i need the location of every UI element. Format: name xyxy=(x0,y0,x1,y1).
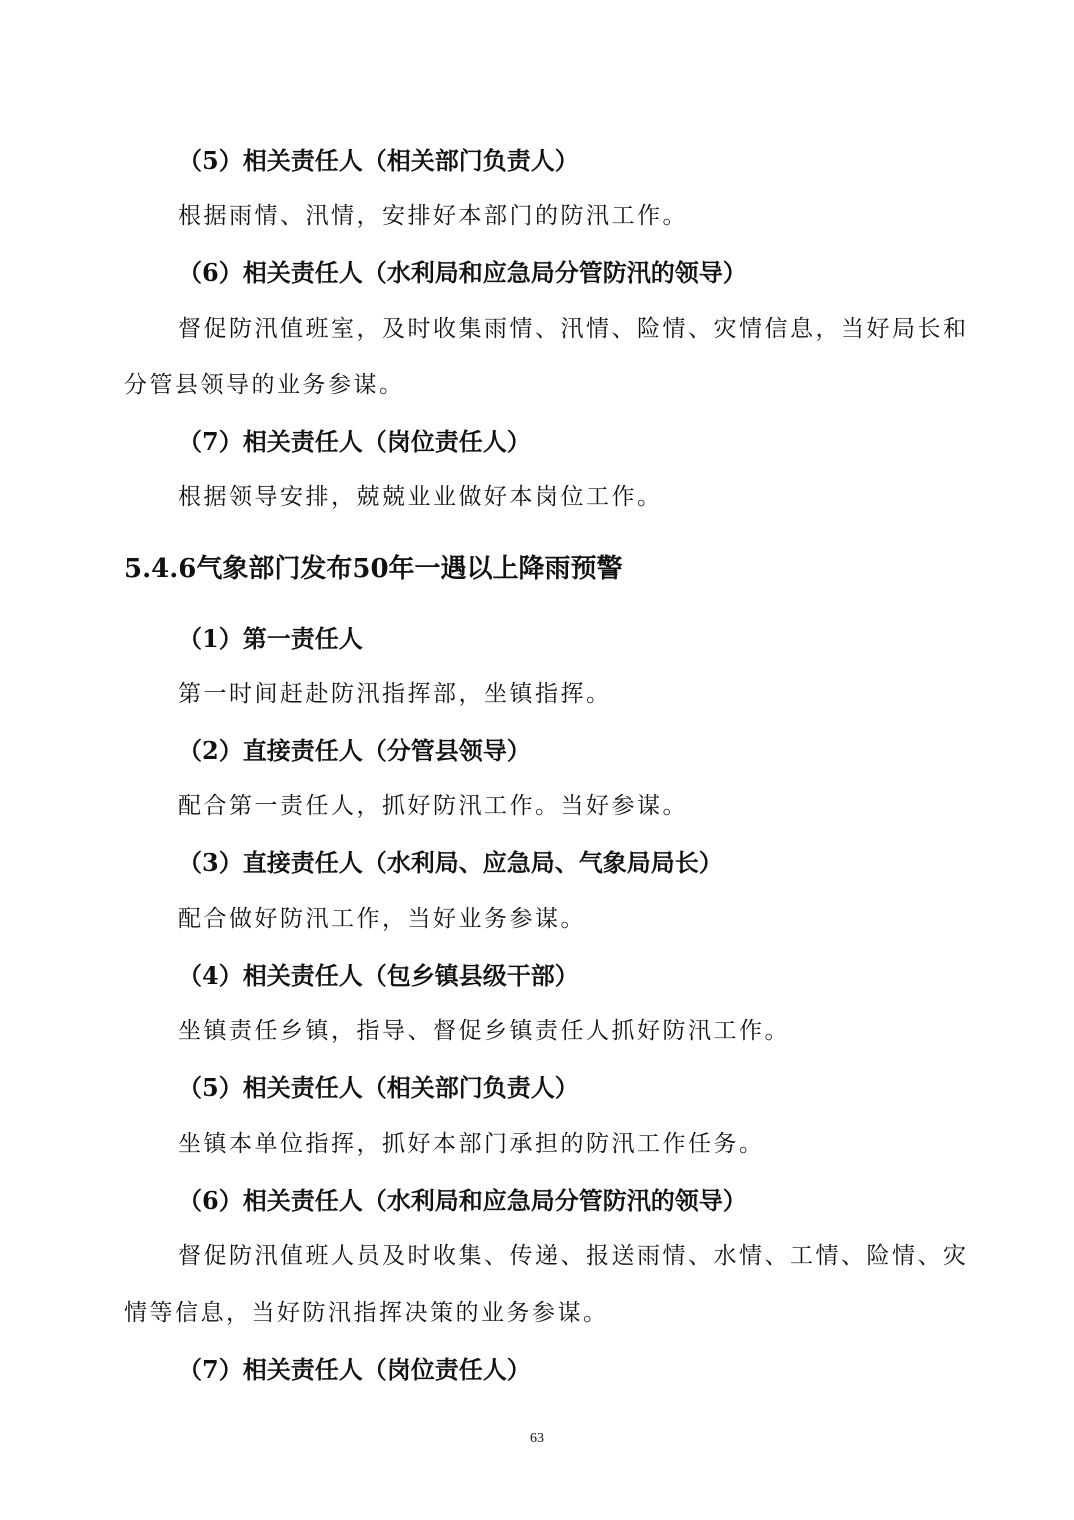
item-text-6b-line-1: 督促防汛值班人员及时收集、传递、报送雨情、水情、工情、险情、灾 xyxy=(178,1243,969,1269)
item-text-5: 根据雨情、汛情，安排好本部门的防汛工作。 xyxy=(178,203,688,229)
item-text-2: 配合第一责任人，抓好防汛工作。当好参谋。 xyxy=(178,793,688,819)
item-heading-6: （6）相关责任人（水利局和应急局分管防汛的领导） xyxy=(178,258,747,287)
item-heading-5b: （5）相关责任人（相关部门负责人） xyxy=(178,1073,579,1102)
item-text-6-line-1: 督促防汛值班室，及时收集雨情、汛情、险情、灾情信息，当好局长和 xyxy=(178,316,969,342)
item-heading-7b: （7）相关责任人（岗位责任人） xyxy=(178,1355,531,1384)
page-number: 63 xyxy=(530,1431,544,1446)
item-text-7: 根据领导安排，兢兢业业做好本岗位工作。 xyxy=(178,484,663,510)
item-text-3: 配合做好防汛工作，当好业务参谋。 xyxy=(178,906,586,932)
section-heading-5-4-6: 5.4.6气象部门发布50年一遇以上降雨预警 xyxy=(124,554,623,584)
item-heading-1: （1）第一责任人 xyxy=(178,624,363,653)
item-heading-2: （2）直接责任人（分管县领导） xyxy=(178,736,531,765)
item-text-1: 第一时间赶赴防汛指挥部，坐镇指挥。 xyxy=(178,681,612,707)
item-heading-5: （5）相关责任人（相关部门负责人） xyxy=(178,146,579,175)
item-heading-7: （7）相关责任人（岗位责任人） xyxy=(178,427,531,456)
item-heading-4: （4）相关责任人（包乡镇县级干部） xyxy=(178,961,579,990)
item-text-4: 坐镇责任乡镇，指导、督促乡镇责任人抓好防汛工作。 xyxy=(178,1018,790,1044)
item-text-6-line-2: 分管县领导的业务参谋。 xyxy=(124,372,405,398)
item-heading-6b: （6）相关责任人（水利局和应急局分管防汛的领导） xyxy=(178,1186,747,1215)
item-text-5b: 坐镇本单位指挥，抓好本部门承担的防汛工作任务。 xyxy=(178,1131,765,1157)
item-text-6b-line-2: 情等信息，当好防汛指挥决策的业务参谋。 xyxy=(124,1300,609,1326)
item-heading-3: （3）直接责任人（水利局、应急局、气象局局长） xyxy=(178,848,723,877)
